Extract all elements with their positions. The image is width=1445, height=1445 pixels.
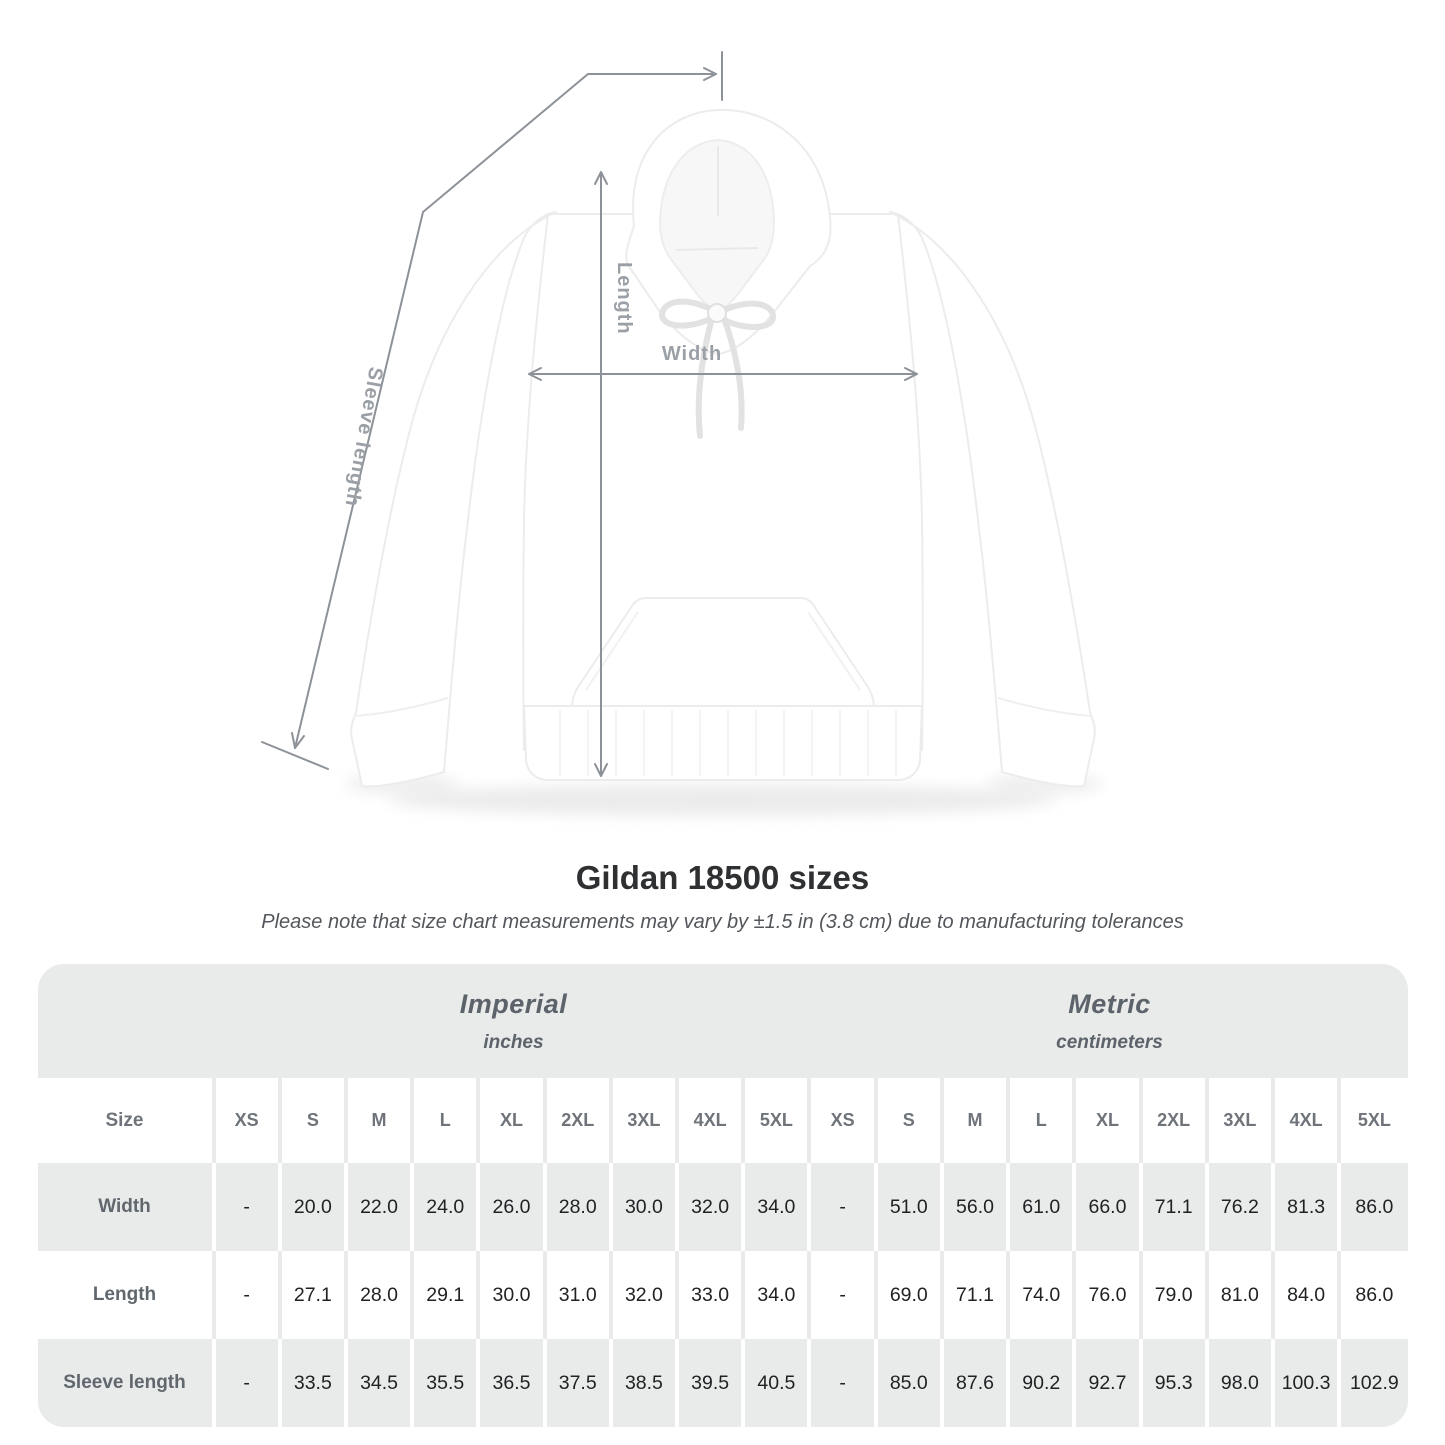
metric-value-cell: 81.0 bbox=[1209, 1251, 1275, 1339]
measurement-row bbox=[38, 1339, 1408, 1427]
metric-value-cell: 84.0 bbox=[1275, 1251, 1341, 1339]
imperial-value-cell: 30.0 bbox=[613, 1163, 679, 1251]
metric-value-cell: 87.6 bbox=[944, 1339, 1010, 1427]
imperial-value-cell: 39.5 bbox=[679, 1339, 745, 1427]
size-header-2xl: 2XL bbox=[547, 1078, 613, 1163]
imperial-value-cell: 34.0 bbox=[745, 1163, 811, 1251]
imperial-value-cell: 26.0 bbox=[480, 1163, 546, 1251]
imperial-value-cell: 20.0 bbox=[282, 1163, 348, 1251]
length-label: Length bbox=[613, 262, 635, 335]
page-title: Gildan 18500 sizes bbox=[575, 859, 870, 896]
metric-value-cell: 85.0 bbox=[878, 1339, 944, 1427]
size-chart-table bbox=[38, 964, 1408, 1427]
metric-value-cell: 81.3 bbox=[1275, 1163, 1341, 1251]
size-column-header: Size bbox=[38, 1078, 216, 1163]
imperial-value-cell: 37.5 bbox=[547, 1339, 613, 1427]
metric-value-cell: 51.0 bbox=[878, 1163, 944, 1251]
metric-value-cell: 92.7 bbox=[1076, 1339, 1142, 1427]
imperial-value-cell: 30.0 bbox=[480, 1251, 546, 1339]
row-label: Sleeve length bbox=[38, 1339, 216, 1427]
tolerance-note: Please note that size chart measurements may vary by ±1.5 in (3.8 cm) due to manufacturing tolerances bbox=[261, 911, 1184, 933]
imperial-value-cell: 31.0 bbox=[547, 1251, 613, 1339]
imperial-value-cell: - bbox=[216, 1251, 282, 1339]
metric-value-cell: - bbox=[811, 1339, 877, 1427]
measurement-row bbox=[38, 1163, 1408, 1251]
metric-value-cell: 74.0 bbox=[1010, 1251, 1076, 1339]
imperial-value-cell: 34.5 bbox=[348, 1339, 414, 1427]
imperial-value-cell: 28.0 bbox=[547, 1163, 613, 1251]
imperial-value-cell: 32.0 bbox=[613, 1251, 679, 1339]
metric-value-cell: 69.0 bbox=[878, 1251, 944, 1339]
size-header-m: M bbox=[944, 1078, 1010, 1163]
size-header-l: L bbox=[1010, 1078, 1076, 1163]
metric-value-cell: 61.0 bbox=[1010, 1163, 1076, 1251]
metric-value-cell: 98.0 bbox=[1209, 1339, 1275, 1427]
size-header-xl: XL bbox=[480, 1078, 546, 1163]
table-body bbox=[38, 1163, 1408, 1427]
metric-value-cell: 71.1 bbox=[944, 1251, 1010, 1339]
imperial-value-cell: 27.1 bbox=[282, 1251, 348, 1339]
size-header-3xl: 3XL bbox=[613, 1078, 679, 1163]
size-header-l: L bbox=[414, 1078, 480, 1163]
corner-cell bbox=[38, 964, 216, 1078]
metric-value-cell: 102.9 bbox=[1341, 1339, 1407, 1427]
metric-value-cell: 79.0 bbox=[1143, 1251, 1209, 1339]
imperial-value-cell: 32.0 bbox=[679, 1163, 745, 1251]
metric-value-cell: 56.0 bbox=[944, 1163, 1010, 1251]
metric-group-unit: centimeters bbox=[1056, 1031, 1163, 1053]
sleeve-length-label: Sleeve length bbox=[340, 365, 387, 509]
metric-value-cell: 90.2 bbox=[1010, 1339, 1076, 1427]
metric-value-cell: 71.1 bbox=[1143, 1163, 1209, 1251]
size-header-m: M bbox=[348, 1078, 414, 1163]
metric-value-cell: 86.0 bbox=[1341, 1163, 1407, 1251]
metric-value-cell: 76.2 bbox=[1209, 1163, 1275, 1251]
size-header-5xl: 5XL bbox=[745, 1078, 811, 1163]
size-header-xl: XL bbox=[1076, 1078, 1142, 1163]
imperial-value-cell: - bbox=[216, 1163, 282, 1251]
size-header-2xl: 2XL bbox=[1143, 1078, 1209, 1163]
imperial-value-cell: 38.5 bbox=[613, 1339, 679, 1427]
imperial-group-unit: inches bbox=[483, 1031, 544, 1053]
imperial-value-cell: 29.1 bbox=[414, 1251, 480, 1339]
imperial-value-cell: 33.5 bbox=[282, 1339, 348, 1427]
metric-value-cell: 95.3 bbox=[1143, 1339, 1209, 1427]
size-header-s: S bbox=[878, 1078, 944, 1163]
imperial-value-cell: 34.0 bbox=[745, 1251, 811, 1339]
size-header-row bbox=[38, 1078, 1408, 1163]
unit-group-header-row bbox=[38, 964, 1408, 1078]
drawstring-knot bbox=[708, 304, 726, 322]
imperial-value-cell: 28.0 bbox=[348, 1251, 414, 1339]
size-header-xs: XS bbox=[811, 1078, 877, 1163]
imperial-value-cell: 40.5 bbox=[745, 1339, 811, 1427]
hem-band bbox=[524, 706, 922, 780]
size-header-s: S bbox=[282, 1078, 348, 1163]
metric-group-title: Metric bbox=[1068, 988, 1151, 1019]
measurement-row bbox=[38, 1251, 1408, 1339]
imperial-value-cell: 22.0 bbox=[348, 1163, 414, 1251]
metric-value-cell: 76.0 bbox=[1076, 1251, 1142, 1339]
imperial-value-cell: 24.0 bbox=[414, 1163, 480, 1251]
size-header-3xl: 3XL bbox=[1209, 1078, 1275, 1163]
width-label: Width bbox=[661, 343, 723, 365]
size-header-xs: XS bbox=[216, 1078, 282, 1163]
imperial-group-title: Imperial bbox=[459, 988, 568, 1019]
imperial-group-header bbox=[216, 964, 812, 1078]
metric-value-cell: - bbox=[811, 1251, 877, 1339]
metric-value-cell: 100.3 bbox=[1275, 1339, 1341, 1427]
imperial-value-cell: 35.5 bbox=[414, 1339, 480, 1427]
imperial-value-cell: - bbox=[216, 1339, 282, 1427]
size-header-4xl: 4XL bbox=[1275, 1078, 1341, 1163]
metric-value-cell: - bbox=[811, 1163, 877, 1251]
imperial-value-cell: 33.0 bbox=[679, 1251, 745, 1339]
row-label: Width bbox=[38, 1163, 216, 1251]
metric-value-cell: 66.0 bbox=[1076, 1163, 1142, 1251]
metric-value-cell: 86.0 bbox=[1341, 1251, 1407, 1339]
size-header-4xl: 4XL bbox=[679, 1078, 745, 1163]
imperial-value-cell: 36.5 bbox=[480, 1339, 546, 1427]
metric-group-header bbox=[811, 964, 1407, 1078]
size-header-5xl: 5XL bbox=[1341, 1078, 1407, 1163]
hoodie-illustration bbox=[351, 110, 1095, 786]
row-label: Length bbox=[38, 1251, 216, 1339]
